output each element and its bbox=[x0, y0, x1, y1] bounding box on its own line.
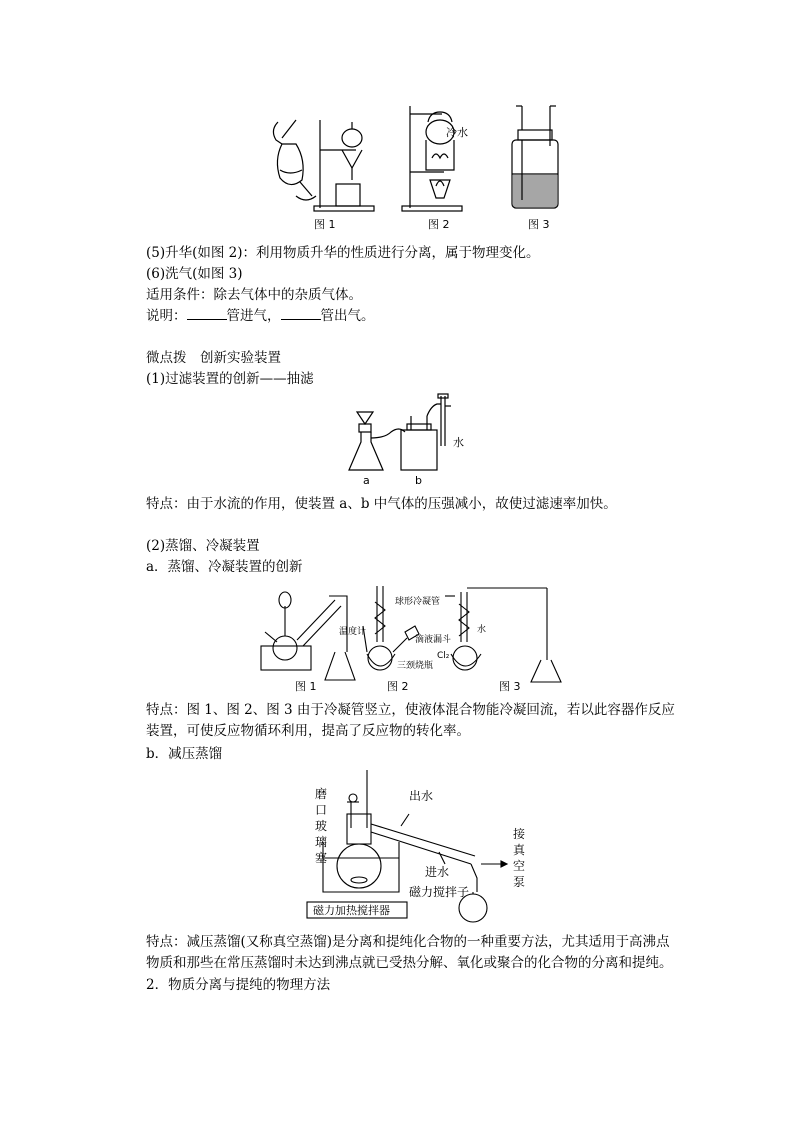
label-condenser: 球形冷凝管 bbox=[395, 597, 441, 607]
micro-title: 微点拨 创新实验装置 bbox=[146, 350, 281, 366]
fig-top-caption-3: 图 3 bbox=[528, 218, 550, 231]
figure-distillation bbox=[255, 582, 570, 694]
blank-in bbox=[187, 306, 227, 320]
label-funnel: 滴液漏斗 bbox=[415, 635, 452, 645]
fig-distill-caption-3: 图 3 bbox=[499, 680, 521, 693]
label-pump-2: 真 bbox=[513, 843, 526, 857]
label-stopper-3: 玻 bbox=[315, 819, 328, 833]
vacuum-feature: 特点：减压蒸馏(又称真空蒸馏)是分离和提纯化合物的一种重要方法，尤其适用于高沸点物质和那些在常压蒸馏时未达到沸点就已受热分解、氧化或聚合的化合物的分离和提纯。 bbox=[146, 934, 673, 971]
fig-top-caption-2: 图 2 bbox=[428, 218, 450, 231]
distill-feature: 特点：图 1、图 2、图 3 由于冷凝管竖立，使液体混合物能冷凝回流，若以此容器作反应装置，可使反应物循环利用，提高了反应物的转化率。 bbox=[146, 702, 675, 739]
explain-text bbox=[146, 306, 375, 326]
figure-separation-apparatus bbox=[260, 100, 570, 235]
fig-distill-caption-2: 图 2 bbox=[387, 680, 409, 693]
label-in-water: 进水 bbox=[425, 865, 450, 879]
label-water-filter: 水 bbox=[453, 436, 464, 449]
label-cl2: Cl₂ bbox=[437, 651, 450, 661]
label-pump-4: 泵 bbox=[513, 875, 526, 889]
label-a: a bbox=[363, 474, 370, 487]
label-thermometer: 温度计 bbox=[339, 627, 367, 637]
label-three-neck-flask: 三颈烧瓶 bbox=[397, 661, 434, 671]
distill-subtitle-b: b．减压蒸馏 bbox=[146, 746, 223, 762]
section-6-gas-washing: (6)洗气(如图 3) bbox=[146, 266, 243, 282]
explain-mid: 管进气， bbox=[226, 308, 281, 324]
label-water-distill: 水 bbox=[477, 625, 487, 635]
label-stopper-4: 璃 bbox=[315, 835, 328, 849]
section-5-sublimation: (5)升华(如图 2)：利用物质升华的性质进行分离，属于物理变化。 bbox=[146, 245, 540, 261]
filter-title: (1)过滤装置的创新——抽滤 bbox=[146, 371, 314, 387]
label-pump-1: 接 bbox=[513, 827, 526, 841]
label-cold-water: 冷水 bbox=[446, 126, 468, 139]
figure-suction-filter bbox=[345, 392, 475, 488]
label-stopper-5: 塞 bbox=[315, 851, 328, 865]
explain-suffix: 管出气。 bbox=[320, 308, 375, 324]
filter-feature: 特点：由于水流的作用，使装置 a、b 中气体的压强减小，故使过滤速率加快。 bbox=[146, 496, 617, 512]
label-stopper-1: 磨 bbox=[315, 787, 328, 801]
fig-top-caption-1: 图 1 bbox=[314, 218, 336, 231]
figure-vacuum-distillation bbox=[305, 768, 535, 928]
blank-out bbox=[281, 306, 321, 320]
label-heater: 磁力加热搅拌器 bbox=[313, 904, 390, 917]
label-stirrer: 磁力搅拌子 bbox=[409, 885, 470, 899]
label-b: b bbox=[415, 474, 422, 487]
condition-text: 适用条件：除去气体中的杂质气体。 bbox=[146, 287, 362, 303]
label-pump-3: 空 bbox=[513, 859, 526, 873]
distill-subtitle-a: a．蒸馏、冷凝装置的创新 bbox=[146, 559, 303, 575]
explain-prefix: 说明： bbox=[146, 308, 187, 324]
distill-title: (2)蒸馏、冷凝装置 bbox=[146, 538, 260, 554]
section-2-title: 2．物质分离与提纯的物理方法 bbox=[146, 977, 331, 993]
label-out-water: 出水 bbox=[409, 789, 434, 803]
fig-distill-caption-1: 图 1 bbox=[295, 680, 317, 693]
label-stopper-2: 口 bbox=[315, 803, 328, 817]
